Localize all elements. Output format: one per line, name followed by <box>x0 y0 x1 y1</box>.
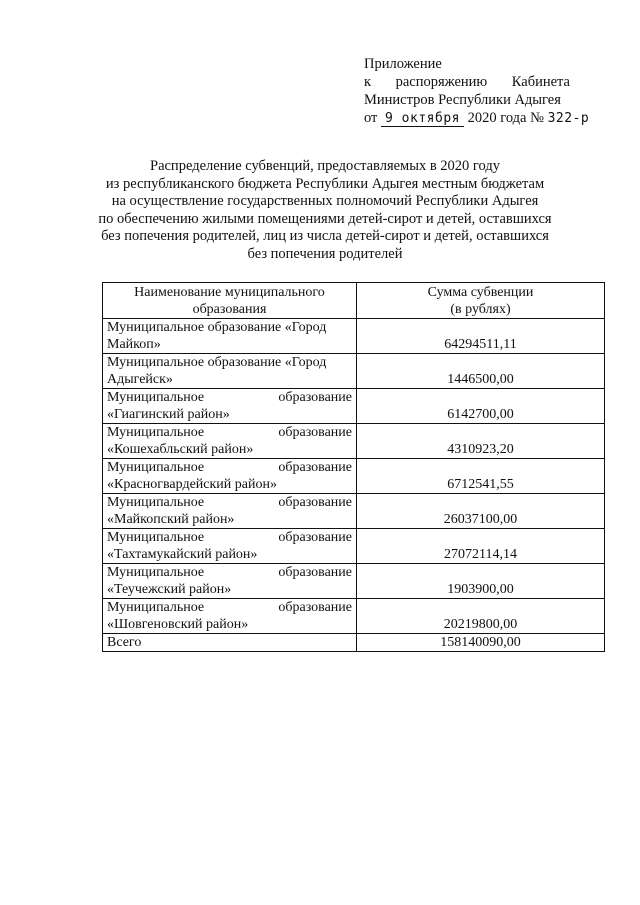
table-row <box>103 319 605 354</box>
municipality-name-line-2: Адыгейск» <box>107 372 173 387</box>
table-header-row <box>103 283 605 319</box>
appendix-date-line <box>364 109 594 128</box>
title-line-5: без попечения родителей, лиц из числа детей-сирот и детей, оставшихся <box>101 228 549 244</box>
formation-word: образование <box>278 460 352 475</box>
header-sum <box>357 283 605 319</box>
title-line-1: Распределение субвенций, предоставляемых в 2020 году <box>150 158 500 174</box>
municipality-name-line-2: «Теучежский район» <box>107 582 232 597</box>
appendix-block <box>364 55 594 128</box>
subsidy-amount: 4310923,20 <box>357 424 605 459</box>
municipality-name <box>103 354 357 389</box>
municipality-name-line-2: Майкоп» <box>107 337 161 352</box>
appendix-preposition: к <box>364 74 372 90</box>
municipality-name-line-1 <box>107 459 352 476</box>
municipality-name-line-1 <box>107 494 352 511</box>
subsidies-table <box>102 282 605 652</box>
appendix-from-word: от <box>364 110 378 126</box>
municipality-name-line-1 <box>107 564 352 581</box>
municipality-word: Муниципальное <box>107 495 205 510</box>
document-title <box>90 158 560 263</box>
municipality-word: Муниципальное <box>107 530 205 545</box>
subsidy-amount: 26037100,00 <box>357 494 605 529</box>
header-name-line-2: образования <box>192 302 267 317</box>
municipality-word: Муниципальное <box>107 600 205 615</box>
total-amount: 158140090,00 <box>357 634 605 652</box>
subsidy-amount: 27072114,14 <box>357 529 605 564</box>
subsidy-amount: 1446500,00 <box>357 354 605 389</box>
municipality-name <box>103 494 357 529</box>
municipality-name <box>103 529 357 564</box>
subsidy-amount: 6142700,00 <box>357 389 605 424</box>
municipality-name <box>103 424 357 459</box>
municipality-name-line-2: «Кошехабльский район» <box>107 442 254 457</box>
municipality-name <box>103 564 357 599</box>
subsidy-amount: 1903900,00 <box>357 564 605 599</box>
appendix-order-line <box>364 73 570 91</box>
appendix-cabinet-word: Кабинета <box>511 74 570 90</box>
formation-word: образование <box>278 565 352 580</box>
subsidy-amount: 6712541,55 <box>357 459 605 494</box>
municipality-word: Муниципальное <box>107 460 205 475</box>
table-row <box>103 389 605 424</box>
municipality-name <box>103 599 357 634</box>
table-row <box>103 599 605 634</box>
municipality-name-line-1 <box>107 424 352 441</box>
appendix-title: Приложение <box>364 56 442 72</box>
header-sum-line-1: Сумма субвенции <box>427 285 534 300</box>
municipality-name-line-1 <box>107 529 352 546</box>
formation-word: образование <box>278 390 352 405</box>
table-row <box>103 354 605 389</box>
municipality-name-line-2: «Гиагинский район» <box>107 407 230 422</box>
appendix-order-word: распоряжению <box>395 74 488 90</box>
municipality-name-line-2: «Тахтамукайский район» <box>107 547 258 562</box>
total-label: Всего <box>103 634 357 652</box>
appendix-year-number-label: 2020 года № <box>467 110 544 126</box>
table-row <box>103 564 605 599</box>
table-total-row <box>103 634 605 652</box>
municipality-name-line-1 <box>107 599 352 616</box>
municipality-name <box>103 459 357 494</box>
formation-word: образование <box>278 495 352 510</box>
table-row <box>103 529 605 564</box>
municipality-name-line-2: «Шовгеновский район» <box>107 617 249 632</box>
municipality-word: Муниципальное <box>107 425 205 440</box>
municipality-word: Муниципальное <box>107 565 205 580</box>
title-line-6: без попечения родителей <box>247 245 403 262</box>
municipality-name-line-1: Муниципальное образование «Город <box>107 320 327 335</box>
appendix-ministers-line: Министров Республики Адыгея <box>364 92 561 108</box>
table-row <box>103 459 605 494</box>
municipality-name-line-1 <box>107 389 352 406</box>
formation-word: образование <box>278 600 352 615</box>
header-name <box>103 283 357 319</box>
subsidy-amount: 64294511,11 <box>357 319 605 354</box>
appendix-date: 9 октября <box>381 112 464 127</box>
subsidy-amount: 20219800,00 <box>357 599 605 634</box>
municipality-name <box>103 389 357 424</box>
title-line-2: из республиканского бюджета Республики Адыгея местным бюджетам <box>105 175 545 192</box>
table-row <box>103 424 605 459</box>
formation-word: образование <box>278 425 352 440</box>
municipality-name <box>103 319 357 354</box>
municipality-word: Муниципальное <box>107 390 205 405</box>
appendix-number: 322-р <box>547 111 590 126</box>
header-name-line-1: Наименование муниципального <box>134 285 325 300</box>
municipality-name-line-2: «Майкопский район» <box>107 512 235 527</box>
table-row <box>103 494 605 529</box>
title-line-4: по обеспечению жилыми помещениями детей-сирот и детей, оставшихся <box>98 210 552 227</box>
municipality-name-line-2: «Красногвардейский район» <box>107 477 277 492</box>
header-sum-line-2: (в рублях) <box>450 302 511 317</box>
municipality-name-line-1: Муниципальное образование «Город <box>107 355 327 370</box>
formation-word: образование <box>278 530 352 545</box>
title-line-3: на осуществление государственных полномочий Республики Адыгея <box>111 193 539 209</box>
